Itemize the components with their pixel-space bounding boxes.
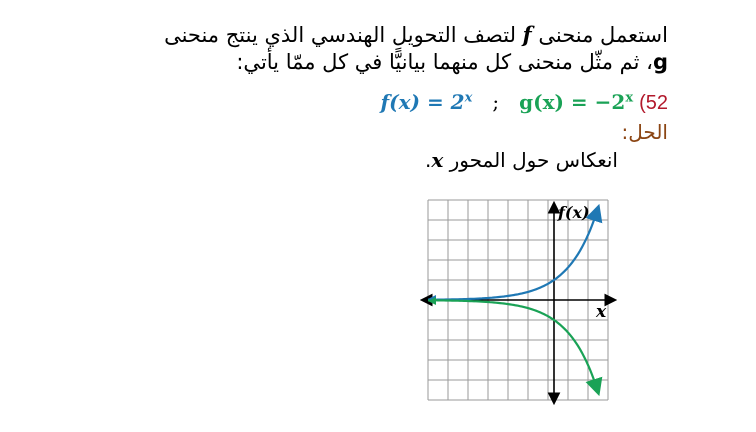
problem-statement — [381, 90, 668, 115]
separator: ; — [492, 90, 500, 114]
solution-text: انعكاس حول المحور x. — [424, 148, 618, 172]
problem-number: (52 — [639, 92, 668, 114]
g-curve — [428, 300, 598, 392]
solution-label: الحل: — [621, 120, 668, 144]
f-expression: $f(x) = 2^x$ — [380, 90, 473, 114]
question-line-2 — [236, 50, 668, 74]
y-axis-label: f(x) — [558, 203, 590, 222]
graph — [420, 196, 620, 408]
axis-symbol: x — [431, 148, 444, 172]
question-line2-text: ، ثم مثّل منحنى كل منهما بيانيًّا في كل ممّا يأتي: — [236, 50, 653, 74]
question-line-1 — [164, 22, 668, 47]
function-g-symbol: g — [652, 50, 668, 74]
x-axis-label: x — [596, 302, 607, 322]
question-prefix: استعمل منحنى — [538, 23, 668, 47]
question-suffix: لتصف التحويل الهندسي الذي ينتج منحنى — [164, 23, 516, 47]
g-expression: $g(x) = -2^x$ — [519, 90, 634, 114]
function-f-symbol: f — [522, 22, 532, 47]
